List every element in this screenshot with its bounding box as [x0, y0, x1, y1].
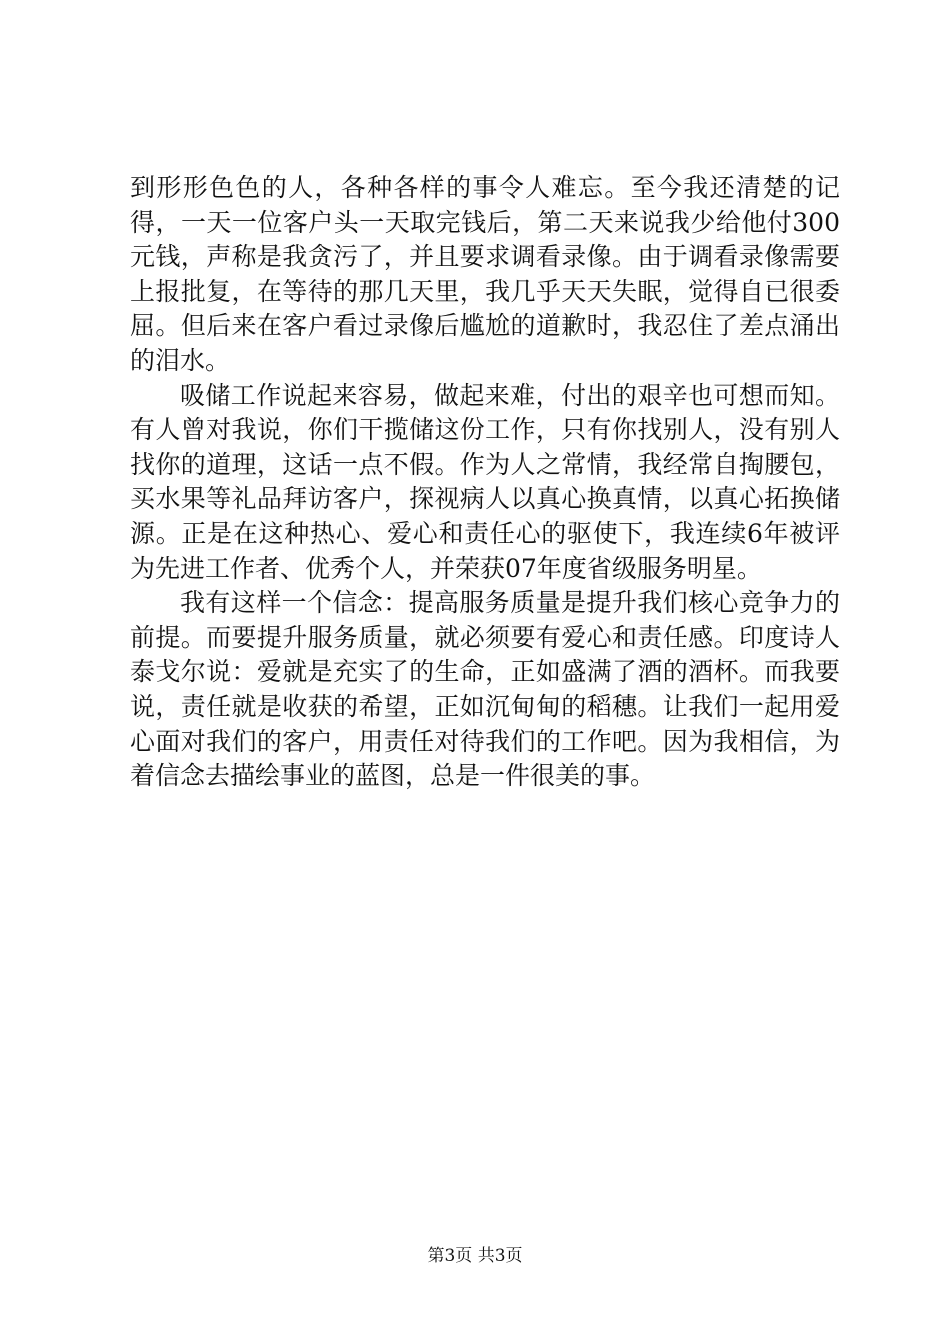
paragraph-3: 我有这样一个信念：提高服务质量是提升我们核心竞争力的前提。而要提升服务质量，就必须要有爱心和责任感。印度诗人泰戈尔说：爱就是充实了的生命，正如盛满了酒的酒杯。而我要说，责任就是收获的希望，正如沉甸甸的稻穗。让我们一起用爱心面对我们的客户，用责任对待我们的工作吧。因为我相信，为着信念去描绘事业的蓝图，总是一件很美的事。	[130, 588, 840, 791]
paragraph-1: 到形形色色的人，各种各样的事令人难忘。至今我还清楚的记得，一天一位客户头一天取完钱后，第二天来说我少给他付300元钱，声称是我贪污了，并且要求调看录像。由于调看录像需要上报批复，在等待的那几天里，我几乎天天失眠，觉得自已很委屈。但后来在客户看过录像后尴尬的道歉时，我忍住了差点涌出的泪水。	[130, 173, 840, 375]
document-body	[130, 171, 840, 794]
page-footer: 第3页 共3页	[427, 1246, 523, 1266]
paragraph-2: 吸储工作说起来容易，做起来难，付出的艰辛也可想而知。有人曾对我说，你们干揽储这份工作，只有你找别人，没有别人找你的道理，这话一点不假。作为人之常情，我经常自掏腰包，买水果等礼品拜访客户，探视病人以真心换真情，以真心拓换储源。正是在这种热心、爱心和责任心的驱使下，我连续6年被评为先进工作者、优秀个人，并荣获07年度省级服务明星。	[130, 380, 840, 583]
